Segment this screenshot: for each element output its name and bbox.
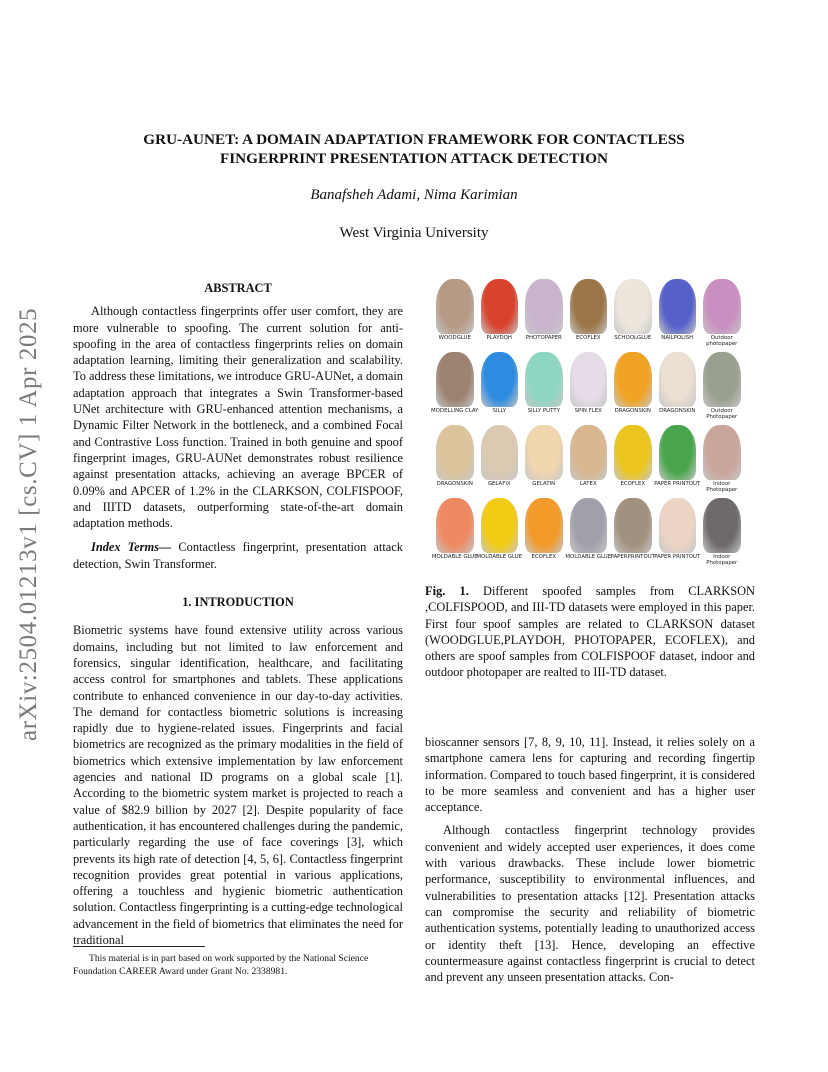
index-terms-label: Index Terms— [91,540,172,555]
sample-label: SCHOOLGLUE [614,335,652,341]
intro-heading: 1. INTRODUCTION [182,595,294,610]
fingertip-image [614,498,652,553]
fingerprint-sample [567,495,611,567]
sample-label: Indoor Photopaper [706,554,738,566]
sample-label: SPIN FLEX [574,408,602,414]
sample-label: SILLY [492,408,507,414]
sample-label: PLAYDOH [486,335,512,341]
fingerprint-sample [478,495,522,567]
fingerprint-sample [478,276,522,348]
sample-label: SILLY PUTTY [527,408,560,414]
fingerprint-sample [567,276,611,348]
sample-label: MOLDABLE GLUE [476,554,523,560]
sample-label: ECOFLEX [575,335,601,341]
right-column [425,734,755,985]
index-terms [73,539,403,572]
sample-label: Outdoor Photopaper [706,408,738,420]
right-para-2: Although contactless fingerprint technology provides convenient and widely accepted user experiences, it does come with various drawbacks. These include lower biometric performance, susceptibility to environmental influences, and vulnerabilities to presentation attacks [12]. Presentation attacks can compromise the security and reliability of biometric authentication systems, potentially leading to unauthorized access or identity theft [13]. Hence, developing an effective countermeasure against contactless fingerprint is crucial to detect and prevent any unseen presentation attacks. Con- [425,823,755,985]
fingerprint-sample [433,495,477,567]
fingerprint-sample [656,422,700,494]
affiliation: West Virginia University [339,225,489,241]
fingertip-image [659,352,697,407]
fingerprint-sample [656,495,700,567]
sample-label: MOLDABLE GLUE [431,554,478,560]
authors: Banafsheh Adami, Nima Karimian [310,187,518,203]
fingertip-image [659,425,697,480]
fingertip-image [570,425,608,480]
fingerprint-sample [700,495,744,567]
fingertip-image [570,352,608,407]
fingertip-image [659,279,697,334]
sample-label: LATEX [579,481,597,487]
fingertip-image [703,425,741,480]
fingerprint-sample [611,349,655,421]
fingerprint-sample [522,495,566,567]
sample-label: PAPER PRINTOUT [654,481,701,487]
fingertip-image [525,352,563,407]
fingertip-image [703,498,741,553]
fingerprint-sample [433,276,477,348]
arxiv-stamp: arXiv:2504.01213v1 [cs.CV] 1 Apr 2025 [15,307,42,741]
fingerprint-sample [700,422,744,494]
sample-label: DRAGONSKIN [614,408,651,414]
fingerprint-sample [567,422,611,494]
sample-label: DRAGONSKIN [436,481,473,487]
fingerprint-sample [656,276,700,348]
abstract-heading: ABSTRACT [204,281,272,295]
sample-label: Outdoor photopaper [706,335,738,347]
sample-label: GELATIN [532,481,556,487]
fingertip-image [481,279,519,334]
fingertip-image [525,498,563,553]
fingerprint-sample [700,276,744,348]
fingertip-image [659,498,697,553]
intro-text: Biometric systems have found extensive utility across various domains, including but not limited to law enforcement and forensics, singular identification, healthcare, and facilitating access control for smartphones and tablets. These applications contribute to enhanced convenience in our day-to-day activities. The demand for contactless biometric solutions is increasing rapidly due to hygiene-related issues. Fingerprints and facial biometrics are recognized as the primary modalities in the field of biometrics which extensive implementation by law enforcement agencies and national ID programs on a global scale [1]. According to the biometric system market is projected to reach a value of $82.9 billion by 2027 [2]. Despite popularity of face authentication, it has encountered challenges during the pandemic, particularly regarding the use of face coverings [3], which prevents its high rate of detection [4, 5, 6]. Contactless fingerprint recognition provides great potential in various applications, offering a touchless and hygienic biometric authentication solution. Contactless fingerprinting is a cutting-edge technological advancement in the field of biometrics that eliminates the need for traditional [73,623,403,947]
fingertip-image [570,498,608,553]
right-para-1: bioscanner sensors [7, 8, 9, 10, 11]. Instead, it relies solely on a smartphone camera lens for capturing and recording fingertip information. Compared to touch based fingerprint, it is considered to be more seamless and convenient and has a higher user acceptance. [425,735,755,815]
sample-label: PAPERPRINTOUT [610,554,655,560]
fingerprint-sample [700,349,744,421]
sample-label: WOODGLUE [438,335,471,341]
fingerprint-sample [567,349,611,421]
abstract-text: Although contactless fingerprints offer user comfort, they are more vulnerable to spoofing. The current solution for anti-spoofing in the area of contactless fingerprints relies on domain adaptation learning, limiting their generalization and scalability. To address these limitations, we introduce GRU-AUNet, a domain adaptation approach that integrates a Swin Transformer-based UNet architecture with GRU-enhanced attention mechanisms, a Dynamic Filter Network in the bottleneck, and a combined Focal and Contrastive Loss function. Trained in both genuine and spoof fingerprint images, GRU-AUNet demonstrates robust resilience against presentation attacks, achieving an average BPCER of 0.09% and APCER of 1.2% in the CLARKSON, COLFISPOOF, and IIITD datasets, outperforming state-of-the-art domain adaptation methods. [73,304,403,531]
sample-label: MOLDABLE GLUE [565,554,612,560]
fingertip-image [614,279,652,334]
fingerprint-sample [656,349,700,421]
fingertip-image [436,279,474,334]
fingerprint-sample [433,349,477,421]
fingertip-image [703,352,741,407]
fingerprint-sample [611,422,655,494]
fingerprint-sample [522,422,566,494]
index-terms-text: Contactless fingerprint, presentation attack detection, Swin Transformer. [73,540,403,571]
sample-label: GELAFIX [487,481,511,487]
sample-label: ECOFLEX [531,554,557,560]
fingertip-image [481,352,519,407]
sample-label: NAILPOLISH [661,335,694,341]
fingertip-image [481,425,519,480]
fingerprint-sample [478,349,522,421]
sample-label: PHOTOPAPER [525,335,562,341]
fingerprint-sample [433,422,477,494]
fingertip-image [614,352,652,407]
paper-title: GRU-AUNET: A DOMAIN ADAPTATION FRAMEWORK FOR CONTACTLESS FINGERPRINT PRESENTATION ATTACK DETECTION [143,131,685,167]
fingerprint-sample [522,276,566,348]
sample-label: PAPER PRINTOUT [654,554,701,560]
figure-spoof-samples [433,276,745,568]
fingertip-image [436,425,474,480]
fingertip-image [570,279,608,334]
fingertip-image [481,498,519,553]
fingertip-image [525,425,563,480]
sample-label: MODELLING CLAY [431,408,479,414]
sample-label: DRAGONSKIN [659,408,696,414]
fingertip-image [436,498,474,553]
left-column [73,280,403,948]
footnote-rule [73,946,205,947]
fingertip-image [525,279,563,334]
caption-label: Fig. 1. [425,584,469,598]
fingertip-image [614,425,652,480]
sample-label: Indoor Photopaper [706,481,738,493]
sample-label: ECOFLEX [620,481,646,487]
figure-caption [425,583,755,681]
fingerprint-sample [611,276,655,348]
footnote: This material is in part based on work supported by the National Science Foundation CAREER Award under Grant No. 2338981. [73,953,369,977]
fingerprint-sample [611,495,655,567]
fingertip-image [703,279,741,334]
caption-text: Different spoofed samples from CLARKSON ,COLFISPOOD, and III-TD datasets were employed in this paper. First four spoof samples are related to CLARKSON dataset (WOODGLUE,PLAYDOH, PHOTOPAPER, ECOFLEX), and others are spoof samples from COLFISPOOF dataset, indoor and outdoor photopaper are realted to III-TD dataset. [425,584,755,680]
fingerprint-sample [478,422,522,494]
fingertip-image [436,352,474,407]
fingerprint-sample [522,349,566,421]
